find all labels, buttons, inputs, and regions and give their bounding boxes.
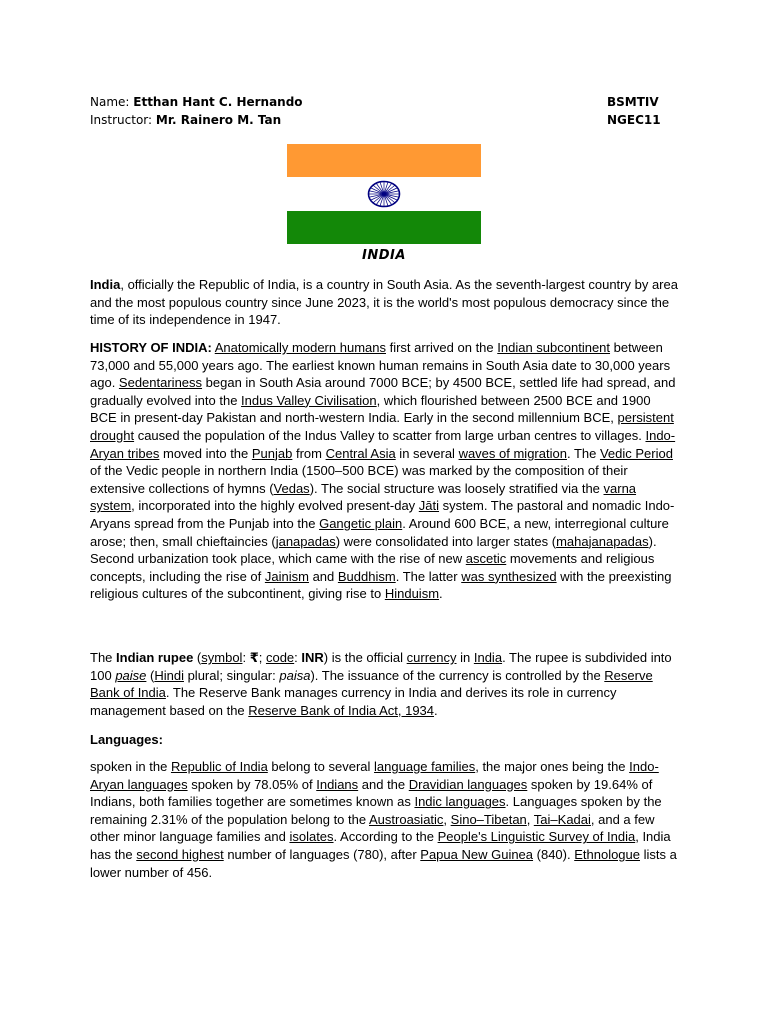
link-gangetic-plain[interactable]: Gangetic plain xyxy=(319,515,403,531)
text-run: , and a few other minor language families and xyxy=(90,811,655,845)
rupee-paragraph xyxy=(90,649,680,719)
link-indus-valley-civilisation[interactable]: Indus Valley Civilisation xyxy=(241,392,377,408)
link-code[interactable]: code xyxy=(265,650,295,665)
text-run: ). Second urbanization took place, which came with the rise of new xyxy=(90,533,657,567)
link-punjab[interactable]: Punjab xyxy=(251,445,293,461)
link-vedic-period[interactable]: Vedic Period xyxy=(599,445,673,461)
link-indians[interactable]: Indians xyxy=(316,776,359,792)
flag-caption: INDIA xyxy=(362,248,406,263)
instructor-name xyxy=(90,111,281,129)
text-run: , which flourished between 2500 BCE and 1900 BCE in present-day Pakistan and north-western India. Early in the second millennium BCE, xyxy=(90,392,651,426)
text-run: . According to the xyxy=(333,829,438,845)
text-run: and the xyxy=(358,776,409,792)
link-central-asia[interactable]: Central Asia xyxy=(325,445,396,461)
italic-term: paisa xyxy=(279,667,311,683)
text-run: and xyxy=(308,568,338,584)
link-indo-aryan-tribes[interactable]: Indo-Aryan tribes xyxy=(90,427,676,461)
text-run: of the Vedic people in northern India (1500–500 BCE) was marked by the composition of their extensive collections of hymns ( xyxy=(90,463,628,496)
text-run: movements and religious concepts, including the rise of xyxy=(90,551,655,584)
link-currency[interactable]: currency xyxy=(406,650,457,665)
link-waves-of-migration[interactable]: waves of migration xyxy=(458,445,567,461)
link-janapadas[interactable]: janapadas xyxy=(275,533,336,549)
subject-code: NGEC11 xyxy=(607,113,661,127)
text-run: ) is the official xyxy=(323,650,407,665)
text-run: moved into the xyxy=(159,445,252,461)
text-run: . The latter xyxy=(395,568,462,584)
history-paragraph xyxy=(90,339,680,603)
text-run: caused the population of the Indus Valley to scatter from large urban centres to villages. xyxy=(134,427,646,443)
instructor-value: Mr. Rainero M. Tan xyxy=(155,113,282,127)
text-run: . xyxy=(434,702,438,718)
bold-term: HISTORY OF INDIA: xyxy=(90,340,212,355)
flag-green-stripe xyxy=(287,211,481,244)
link-indic-languages[interactable]: Indic languages xyxy=(414,794,506,810)
link-indo-aryan-languages[interactable]: Indo-Aryan languages xyxy=(90,759,659,792)
text-run: . Around 600 BCE, a new, interregional culture arose; then, small chieftaincies ( xyxy=(90,515,669,549)
link-varna-system[interactable]: varna system xyxy=(90,480,637,514)
text-run: first arrived on the xyxy=(385,340,498,355)
link-india[interactable]: India xyxy=(473,650,503,665)
text-run: : xyxy=(294,650,302,665)
link-j-ti[interactable]: Jāti xyxy=(418,498,440,514)
text-run: . The Reserve Bank manages currency in India and derives its role in currency management based on the xyxy=(90,685,617,718)
text-run: spoken in the xyxy=(90,759,171,774)
link-ascetic[interactable]: ascetic xyxy=(465,551,507,567)
link-austroasiatic[interactable]: Austroasiatic xyxy=(369,811,444,827)
text-run: . Languages spoken by the remaining 2.31% of the population belong to the xyxy=(90,794,662,827)
link-tai-kadai[interactable]: Tai–Kadai xyxy=(533,811,591,827)
text-run: . The xyxy=(566,445,600,461)
bold-term: ₹ xyxy=(249,650,259,665)
text-run: ) were consolidated into larger states ( xyxy=(335,533,557,549)
text-run: , India has the xyxy=(90,829,671,862)
link-sedentariness[interactable]: Sedentariness xyxy=(118,375,203,391)
text-run: system. The pastoral and nomadic Indo-Aryans spread from the Punjab into the xyxy=(90,498,675,531)
text-run: ). The social structure was loosely stratified via the xyxy=(309,480,604,496)
link-people-s-linguistic-survey-of-india[interactable]: People's Linguistic Survey of India xyxy=(437,829,636,845)
link-republic-of-india[interactable]: Republic of India xyxy=(170,759,268,774)
text-run: plural; singular: xyxy=(183,667,280,683)
bold-term: INR xyxy=(301,650,324,665)
link-sino-tibetan[interactable]: Sino–Tibetan xyxy=(450,811,527,827)
text-run: (840). xyxy=(533,846,575,862)
link-paise[interactable]: paise xyxy=(115,667,147,683)
link-symbol[interactable]: symbol xyxy=(201,650,243,665)
text-run: , xyxy=(526,811,534,827)
text-run: belong to several xyxy=(267,759,375,774)
link-was-synthesized[interactable]: was synthesized xyxy=(461,568,557,584)
link-jainism[interactable]: Jainism xyxy=(264,568,309,584)
text-run: between 73,000 and 55,000 years ago. The earliest known human remains in South Asia date to 30,000 years ago. xyxy=(90,340,671,391)
link-buddhism[interactable]: Buddhism xyxy=(337,568,396,584)
intro-text: , officially the Republic of India, is a country in South Asia. As the seventh-largest country by area and the most populous country since June 2023, it is the world's most populous democracy since the time of its independence in 1947. xyxy=(90,277,678,328)
link-indian-subcontinent[interactable]: Indian subcontinent xyxy=(497,340,611,355)
link-reserve-bank-of-india[interactable]: Reserve Bank of India xyxy=(90,667,653,701)
link-language-families[interactable]: language families xyxy=(374,759,476,774)
languages-heading: Languages: xyxy=(90,732,163,747)
course-code: BSMTIV xyxy=(607,95,659,109)
text-run: ( xyxy=(193,650,202,665)
flag-saffron-stripe xyxy=(287,144,481,177)
text-run: ; xyxy=(258,650,266,665)
bold-term: Indian rupee xyxy=(116,650,194,665)
text-run: with the preexisting religious cultures of the subcontinent, giving rise to xyxy=(90,568,672,602)
link-hindi[interactable]: Hindi xyxy=(154,667,184,683)
text-run: number of languages (780), after xyxy=(223,846,421,862)
text-run: spoken by 78.05% of xyxy=(187,776,317,792)
text-run: The xyxy=(90,650,117,665)
text-run: from xyxy=(292,445,326,461)
text-run: in several xyxy=(395,445,459,461)
text-run: . xyxy=(439,586,443,602)
text-run: . The rupee is subdivided into 100 xyxy=(90,650,672,683)
link-dravidian-languages[interactable]: Dravidian languages xyxy=(408,776,528,792)
link-reserve-bank-of-india-act-1934[interactable]: Reserve Bank of India Act, 1934 xyxy=(248,702,435,718)
india-flag-image xyxy=(287,144,481,244)
link-ethnologue[interactable]: Ethnologue xyxy=(574,846,640,862)
link-hinduism[interactable]: Hinduism xyxy=(384,586,440,602)
student-name xyxy=(90,93,303,111)
text-run: , incorporated into the highly evolved present-day xyxy=(131,498,419,514)
link-isolates[interactable]: isolates xyxy=(289,829,334,845)
name-label: Name: xyxy=(90,95,134,109)
link-persistent-drought[interactable]: persistent drought xyxy=(90,410,674,443)
text-run: , xyxy=(443,811,451,827)
link-anatomically-modern-humans[interactable]: Anatomically modern humans xyxy=(214,340,386,355)
link-mahajanapadas[interactable]: mahajanapadas xyxy=(556,533,649,549)
languages-paragraph xyxy=(90,758,680,881)
text-run: began in South Asia around 7000 BCE; by 4500 BCE, settled life had spread, and gradually evolved into the xyxy=(90,375,676,408)
intro-bold-term: India xyxy=(90,277,121,292)
ashoka-chakra-icon xyxy=(367,180,401,208)
text-run: lists a lower number of 456. xyxy=(90,846,677,880)
name-value: Etthan Hant C. Hernando xyxy=(133,95,303,109)
link-papua-new-guinea[interactable]: Papua New Guinea xyxy=(420,846,534,862)
text-run: spoken by 19.64% of Indians, both families together are sometimes known as xyxy=(90,776,653,810)
link-second-highest[interactable]: second highest xyxy=(136,846,224,862)
text-run: in xyxy=(456,650,474,665)
text-run: , the major ones being the xyxy=(475,759,630,774)
text-run: ( xyxy=(146,667,155,683)
link-vedas[interactable]: Vedas xyxy=(273,480,310,496)
intro-paragraph xyxy=(90,276,680,329)
text-run: : xyxy=(242,650,250,665)
instructor-label: Instructor: xyxy=(90,113,156,127)
text-run: ). The issuance of the currency is controlled by the xyxy=(310,667,605,683)
